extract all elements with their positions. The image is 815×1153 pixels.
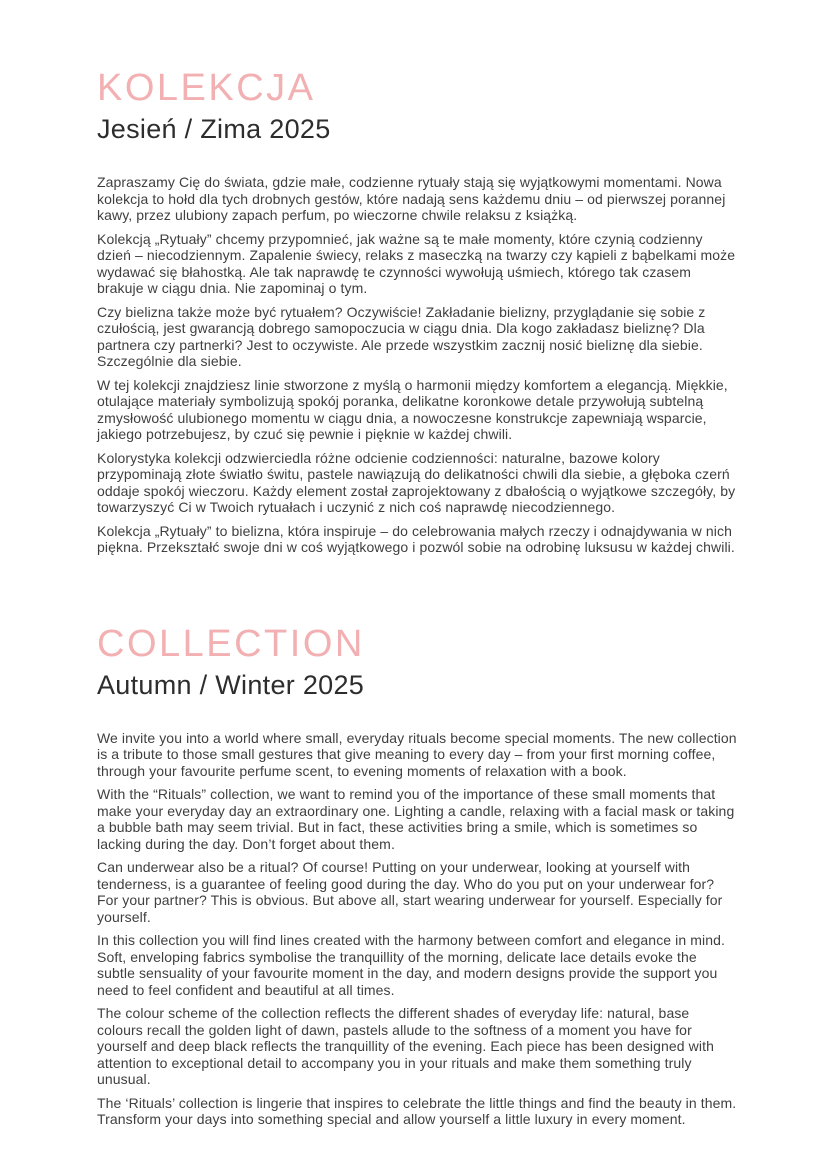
paragraph: The ‘Rituals’ collection is lingerie that inspires to celebrate the little things and find the beauty in them. Transform your days into something special and allow yourself a little luxury in every moment. bbox=[97, 1094, 737, 1127]
section-body-en bbox=[97, 730, 737, 1128]
section-collection-en bbox=[97, 622, 737, 1128]
paragraph: Zapraszamy Cię do świata, gdzie małe, codzienne rytuały stają się wyjątkowymi momentami. Nowa kolekcja to hołd dla tych drobnych gestów, które nadają sens każdemu dniu – od pierwszej porannej kawy, przez ulubiony zapach perfum, po wieczorne chwile relaksu z książką. bbox=[97, 174, 726, 223]
paragraph: Can underwear also be a ritual? Of course! Putting on your underwear, looking at yourself with tenderness, is a guarantee of feeling good during the day. Who do you put on your underwear for? For your partner? This is obvious. But above all, start wearing underwear for yourself. Especially for yourself. bbox=[97, 859, 723, 925]
paragraph: We invite you into a world where small, everyday rituals become special moments. The new collection is a tribute to those small gestures that give meaning to every day – from your first morning coffee, through your favourite perfume scent, to evening moments of relaxation with a book. bbox=[97, 729, 737, 779]
section-collection-pl bbox=[97, 66, 737, 556]
paragraph: W tej kolekcji znajdziesz linie stworzone z myślą o harmonii między komfortem a elegancją. Miękkie, otulające materiały symbolizują spokój poranka, delikatne koronkowe detale przywołują subtelną zmysłowość ulubionego momentu w ciągu dnia, a nowoczesne konstrukcje zapewniają wsparcie, jakiego potrzebujesz, by czuć się pewnie i pięknie w każdej chwili. bbox=[97, 376, 728, 442]
section-subtitle-en: Autumn / Winter 2025 bbox=[97, 669, 365, 700]
paragraph: With the “Rituals” collection, we want to remind you of the importance of these small moments that make your everyday day an extraordinary one. Lighting a candle, relaxing with a facial mask or taking a bubble bath may seem trivial. But in fact, these activities bring a smile, which is sometimes so lacking during the day. Don’t forget about them. bbox=[97, 786, 735, 852]
paragraph: Kolekcją „Rytuały” chcemy przypomnieć, jak ważne są te małe momenty, które czynią codzienny dzień – niecodziennym. Zapalenie świecy, relaks z maseczką na twarzy czy kąpieli z bąbelkami może wydawać się błahostką. Ale tak naprawdę te czynności wywołują uśmiech, którego tak czasem brakuje w ciągu dnia. Nie zapominaj o tym. bbox=[97, 230, 736, 296]
paragraph: Kolorystyka kolekcji odzwierciedla różne odcienie codzienności: naturalne, bazowe kolory przypominają złote światło świtu, pastele nawiązują do delikatności chwili dla siebie, a głęboka czerń oddaje spokój wieczoru. Każdy element został zaprojektowany z dbałością o wyjątkowe szczegóły, by towarzyszyć Ci w Twoich rytuałach i uczynić z nich coś naprawdę niecodziennego. bbox=[97, 449, 736, 515]
section-title-en: COLLECTION bbox=[97, 622, 365, 665]
section-subtitle-pl: Jesień / Zima 2025 bbox=[97, 114, 331, 144]
section-title-pl: KOLEKCJA bbox=[97, 67, 316, 109]
paragraph: In this collection you will find lines created with the harmony between comfort and elegance in mind. Soft, enveloping fabrics symbolise the tranquillity of the morning, delicate lace details evoke the subtle sensuality of your favourite moment in the day, and modern designs provide the support you need to feel confident and beautiful at all times. bbox=[97, 932, 725, 998]
paragraph: Czy bielizna także może być rytuałem? Oczywiście! Zakładanie bielizny, przyglądanie się sobie z czułością, jest gwarancją dobrego samopoczucia w ciągu dnia. Dla kogo zakładasz bieliznę? Dla partnera czy partnerki? Jest to oczywiste. Ale przede wszystkim zacznij nosić bieliznę dla siebie. Szczególnie dla siebie. bbox=[97, 303, 706, 369]
paragraph: Kolekcja „Rytuały” to bielizna, która inspiruje – do celebrowania małych rzeczy i odnajdywania w nich piękna. Przekształć swoje dni w coś wyjątkowego i pozwól sobie na odrobinę luksusu w każdej chwili. bbox=[97, 522, 735, 555]
paragraph: The colour scheme of the collection reflects the different shades of everyday life: natural, base colours recall the golden light of dawn, pastels allude to the softness of a moment you have for yourself and deep black reflects the tranquillity of the evening. Each piece has been designed with attention to exceptional detail to accompany you in your rituals and make them something truly unusual. bbox=[97, 1005, 714, 1087]
section-body-pl bbox=[97, 174, 737, 556]
